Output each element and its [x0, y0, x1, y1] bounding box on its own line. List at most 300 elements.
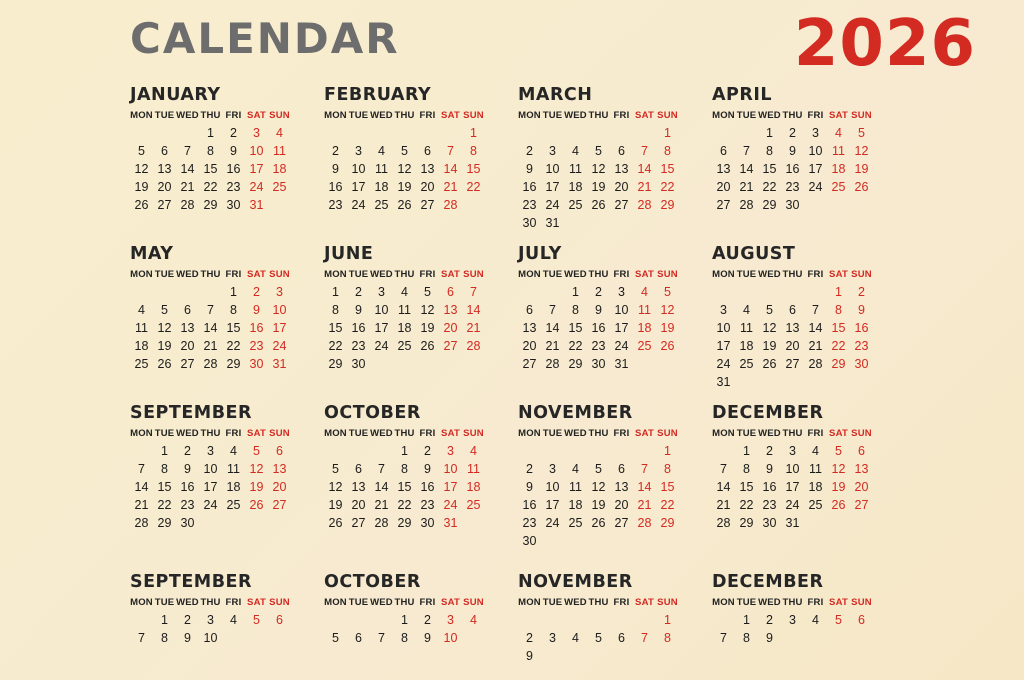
day-cell[interactable]: 7	[378, 630, 385, 645]
day-cell[interactable]: 14	[545, 320, 560, 335]
day-cell[interactable]: 30	[762, 515, 777, 530]
day-cell[interactable]: 31	[785, 515, 800, 530]
day-cell[interactable]: 1	[230, 284, 237, 299]
day-cell[interactable]: 28	[637, 515, 652, 530]
day-cell[interactable]: 25	[568, 515, 583, 530]
day-cell[interactable]: 18	[272, 161, 287, 176]
day-cell[interactable]: 10	[374, 302, 389, 317]
day-cell[interactable]: 30	[522, 533, 537, 548]
day-cell[interactable]: 20	[420, 179, 435, 194]
day-cell[interactable]: 26	[249, 497, 264, 512]
day-cell[interactable]: 4	[812, 443, 819, 458]
day-cell[interactable]: 29	[762, 197, 777, 212]
day-cell[interactable]: 9	[766, 461, 773, 476]
day-cell[interactable]: 19	[397, 179, 412, 194]
day-cell[interactable]: 3	[207, 443, 214, 458]
day-cell[interactable]: 1	[161, 612, 168, 627]
day-cell[interactable]: 31	[443, 515, 458, 530]
day-cell[interactable]: 14	[203, 320, 218, 335]
day-cell[interactable]: 8	[401, 630, 408, 645]
day-cell[interactable]: 23	[226, 179, 241, 194]
day-cell[interactable]: 25	[808, 497, 823, 512]
day-cell[interactable]: 8	[572, 302, 579, 317]
day-cell[interactable]: 15	[397, 479, 412, 494]
day-cell[interactable]: 17	[203, 479, 218, 494]
day-cell[interactable]: 6	[526, 302, 533, 317]
day-cell[interactable]: 2	[766, 443, 773, 458]
day-cell[interactable]: 13	[351, 479, 366, 494]
day-cell[interactable]: 1	[572, 284, 579, 299]
day-cell[interactable]: 24	[545, 197, 560, 212]
day-cell[interactable]: 26	[591, 197, 606, 212]
day-cell[interactable]: 2	[526, 461, 533, 476]
day-cell[interactable]: 18	[831, 161, 846, 176]
day-cell[interactable]: 22	[831, 338, 846, 353]
day-cell[interactable]: 1	[835, 284, 842, 299]
day-cell[interactable]: 27	[785, 356, 800, 371]
day-cell[interactable]: 17	[716, 338, 731, 353]
day-cell[interactable]: 9	[332, 161, 339, 176]
day-cell[interactable]: 15	[660, 479, 675, 494]
day-cell[interactable]: 3	[812, 125, 819, 140]
day-cell[interactable]: 3	[720, 302, 727, 317]
day-cell[interactable]: 5	[424, 284, 431, 299]
day-cell[interactable]: 23	[854, 338, 869, 353]
day-cell[interactable]: 26	[134, 197, 149, 212]
day-cell[interactable]: 6	[618, 630, 625, 645]
day-cell[interactable]: 26	[420, 338, 435, 353]
day-cell[interactable]: 10	[716, 320, 731, 335]
day-cell[interactable]: 21	[637, 497, 652, 512]
day-cell[interactable]: 4	[470, 443, 477, 458]
day-cell[interactable]: 9	[355, 302, 362, 317]
day-cell[interactable]: 6	[355, 461, 362, 476]
day-cell[interactable]: 10	[443, 461, 458, 476]
day-cell[interactable]: 2	[332, 143, 339, 158]
day-cell[interactable]: 24	[785, 497, 800, 512]
day-cell[interactable]: 6	[424, 143, 431, 158]
day-cell[interactable]: 30	[785, 197, 800, 212]
day-cell[interactable]: 5	[835, 612, 842, 627]
day-cell[interactable]: 24	[614, 338, 629, 353]
day-cell[interactable]: 23	[180, 497, 195, 512]
day-cell[interactable]: 16	[854, 320, 869, 335]
day-cell[interactable]: 15	[831, 320, 846, 335]
day-cell[interactable]: 12	[854, 143, 869, 158]
day-cell[interactable]: 13	[522, 320, 537, 335]
day-cell[interactable]: 6	[184, 302, 191, 317]
day-cell[interactable]: 15	[203, 161, 218, 176]
day-cell[interactable]: 2	[424, 443, 431, 458]
day-cell[interactable]: 24	[203, 497, 218, 512]
day-cell[interactable]: 6	[858, 612, 865, 627]
day-cell[interactable]: 8	[332, 302, 339, 317]
day-cell[interactable]: 14	[134, 479, 149, 494]
day-cell[interactable]: 3	[447, 443, 454, 458]
day-cell[interactable]: 5	[161, 302, 168, 317]
day-cell[interactable]: 2	[424, 612, 431, 627]
day-cell[interactable]: 3	[207, 612, 214, 627]
day-cell[interactable]: 24	[716, 356, 731, 371]
day-cell[interactable]: 5	[595, 630, 602, 645]
day-cell[interactable]: 18	[134, 338, 149, 353]
day-cell[interactable]: 5	[835, 443, 842, 458]
day-cell[interactable]: 8	[161, 461, 168, 476]
day-cell[interactable]: 7	[720, 630, 727, 645]
day-cell[interactable]: 24	[545, 515, 560, 530]
day-cell[interactable]: 2	[355, 284, 362, 299]
day-cell[interactable]: 18	[466, 479, 481, 494]
day-cell[interactable]: 21	[443, 179, 458, 194]
day-cell[interactable]: 28	[180, 197, 195, 212]
day-cell[interactable]: 24	[374, 338, 389, 353]
day-cell[interactable]: 29	[660, 197, 675, 212]
day-cell[interactable]: 12	[249, 461, 264, 476]
day-cell[interactable]: 17	[808, 161, 823, 176]
day-cell[interactable]: 26	[397, 197, 412, 212]
day-cell[interactable]: 13	[854, 461, 869, 476]
day-cell[interactable]: 17	[785, 479, 800, 494]
day-cell[interactable]: 21	[637, 179, 652, 194]
day-cell[interactable]: 5	[595, 461, 602, 476]
day-cell[interactable]: 26	[831, 497, 846, 512]
day-cell[interactable]: 17	[545, 179, 560, 194]
day-cell[interactable]: 30	[420, 515, 435, 530]
day-cell[interactable]: 6	[276, 612, 283, 627]
day-cell[interactable]: 18	[397, 320, 412, 335]
day-cell[interactable]: 18	[568, 179, 583, 194]
day-cell[interactable]: 6	[858, 443, 865, 458]
day-cell[interactable]: 30	[591, 356, 606, 371]
day-cell[interactable]: 27	[351, 515, 366, 530]
day-cell[interactable]: 17	[443, 479, 458, 494]
day-cell[interactable]: 4	[835, 125, 842, 140]
day-cell[interactable]: 11	[569, 479, 582, 494]
day-cell[interactable]: 1	[470, 125, 477, 140]
day-cell[interactable]: 16	[762, 479, 777, 494]
day-cell[interactable]: 1	[664, 443, 671, 458]
day-cell[interactable]: 31	[249, 197, 264, 212]
day-cell[interactable]: 8	[766, 143, 773, 158]
day-cell[interactable]: 25	[272, 179, 287, 194]
day-cell[interactable]: 7	[549, 302, 556, 317]
day-cell[interactable]: 20	[443, 320, 458, 335]
day-cell[interactable]: 28	[374, 515, 389, 530]
day-cell[interactable]: 4	[572, 630, 579, 645]
day-cell[interactable]: 3	[355, 143, 362, 158]
day-cell[interactable]: 1	[664, 125, 671, 140]
day-cell[interactable]: 6	[618, 461, 625, 476]
day-cell[interactable]: 2	[184, 443, 191, 458]
day-cell[interactable]: 12	[591, 479, 606, 494]
day-cell[interactable]: 15	[157, 479, 172, 494]
day-cell[interactable]: 29	[831, 356, 846, 371]
day-cell[interactable]: 14	[716, 479, 731, 494]
day-cell[interactable]: 11	[398, 302, 411, 317]
day-cell[interactable]: 5	[138, 143, 145, 158]
day-cell[interactable]: 26	[328, 515, 343, 530]
day-cell[interactable]: 28	[466, 338, 481, 353]
day-cell[interactable]: 5	[766, 302, 773, 317]
day-cell[interactable]: 1	[743, 612, 750, 627]
day-cell[interactable]: 5	[858, 125, 865, 140]
day-cell[interactable]: 19	[591, 179, 606, 194]
day-cell[interactable]: 5	[332, 461, 339, 476]
day-cell[interactable]: 26	[762, 356, 777, 371]
day-cell[interactable]: 20	[272, 479, 287, 494]
day-cell[interactable]: 12	[831, 461, 846, 476]
day-cell[interactable]: 28	[134, 515, 149, 530]
day-cell[interactable]: 1	[332, 284, 339, 299]
day-cell[interactable]: 4	[572, 143, 579, 158]
day-cell[interactable]: 23	[328, 197, 343, 212]
day-cell[interactable]: 21	[180, 179, 195, 194]
day-cell[interactable]: 26	[157, 356, 172, 371]
day-cell[interactable]: 1	[161, 443, 168, 458]
day-cell[interactable]: 8	[743, 630, 750, 645]
day-cell[interactable]: 28	[808, 356, 823, 371]
day-cell[interactable]: 9	[858, 302, 865, 317]
day-cell[interactable]: 20	[157, 179, 172, 194]
day-cell[interactable]: 7	[138, 630, 145, 645]
day-cell[interactable]: 19	[157, 338, 172, 353]
day-cell[interactable]: 6	[447, 284, 454, 299]
day-cell[interactable]: 30	[249, 356, 264, 371]
day-cell[interactable]: 11	[832, 143, 845, 158]
day-cell[interactable]: 17	[545, 497, 560, 512]
day-cell[interactable]: 29	[660, 515, 675, 530]
day-cell[interactable]: 24	[249, 179, 264, 194]
day-cell[interactable]: 7	[641, 143, 648, 158]
day-cell[interactable]: 10	[351, 161, 366, 176]
day-cell[interactable]: 28	[739, 197, 754, 212]
day-cell[interactable]: 1	[401, 443, 408, 458]
day-cell[interactable]: 21	[203, 338, 218, 353]
day-cell[interactable]: 20	[716, 179, 731, 194]
day-cell[interactable]: 2	[789, 125, 796, 140]
day-cell[interactable]: 28	[203, 356, 218, 371]
day-cell[interactable]: 9	[184, 461, 191, 476]
day-cell[interactable]: 1	[401, 612, 408, 627]
day-cell[interactable]: 29	[397, 515, 412, 530]
day-cell[interactable]: 6	[618, 143, 625, 158]
day-cell[interactable]: 25	[134, 356, 149, 371]
day-cell[interactable]: 14	[637, 161, 652, 176]
day-cell[interactable]: 31	[545, 215, 560, 230]
day-cell[interactable]: 14	[739, 161, 754, 176]
day-cell[interactable]: 15	[568, 320, 583, 335]
day-cell[interactable]: 12	[397, 161, 412, 176]
day-cell[interactable]: 16	[351, 320, 366, 335]
day-cell[interactable]: 4	[378, 143, 385, 158]
day-cell[interactable]: 21	[374, 497, 389, 512]
day-cell[interactable]: 8	[470, 143, 477, 158]
day-cell[interactable]: 8	[664, 630, 671, 645]
day-cell[interactable]: 16	[522, 497, 537, 512]
day-cell[interactable]: 2	[253, 284, 260, 299]
day-cell[interactable]: 26	[660, 338, 675, 353]
day-cell[interactable]: 22	[660, 179, 675, 194]
day-cell[interactable]: 3	[253, 125, 260, 140]
day-cell[interactable]: 11	[638, 302, 651, 317]
day-cell[interactable]: 14	[374, 479, 389, 494]
day-cell[interactable]: 16	[420, 479, 435, 494]
day-cell[interactable]: 16	[522, 179, 537, 194]
day-cell[interactable]: 20	[785, 338, 800, 353]
day-cell[interactable]: 21	[739, 179, 754, 194]
day-cell[interactable]: 4	[230, 443, 237, 458]
day-cell[interactable]: 5	[332, 630, 339, 645]
day-cell[interactable]: 10	[203, 461, 218, 476]
day-cell[interactable]: 22	[762, 179, 777, 194]
day-cell[interactable]: 30	[351, 356, 366, 371]
day-cell[interactable]: 9	[789, 143, 796, 158]
day-cell[interactable]: 25	[466, 497, 481, 512]
day-cell[interactable]: 22	[157, 497, 172, 512]
day-cell[interactable]: 22	[397, 497, 412, 512]
day-cell[interactable]: 6	[161, 143, 168, 158]
day-cell[interactable]: 21	[808, 338, 823, 353]
day-cell[interactable]: 27	[180, 356, 195, 371]
day-cell[interactable]: 12	[591, 161, 606, 176]
day-cell[interactable]: 10	[272, 302, 287, 317]
day-cell[interactable]: 31	[716, 374, 731, 389]
day-cell[interactable]: 11	[467, 461, 480, 476]
day-cell[interactable]: 24	[272, 338, 287, 353]
day-cell[interactable]: 23	[522, 197, 537, 212]
day-cell[interactable]: 29	[203, 197, 218, 212]
day-cell[interactable]: 8	[664, 143, 671, 158]
day-cell[interactable]: 7	[720, 461, 727, 476]
day-cell[interactable]: 7	[743, 143, 750, 158]
day-cell[interactable]: 8	[161, 630, 168, 645]
day-cell[interactable]: 13	[157, 161, 172, 176]
day-cell[interactable]: 13	[785, 320, 800, 335]
day-cell[interactable]: 29	[328, 356, 343, 371]
day-cell[interactable]: 22	[328, 338, 343, 353]
day-cell[interactable]: 30	[180, 515, 195, 530]
day-cell[interactable]: 12	[328, 479, 343, 494]
day-cell[interactable]: 29	[226, 356, 241, 371]
day-cell[interactable]: 20	[351, 497, 366, 512]
day-cell[interactable]: 3	[276, 284, 283, 299]
day-cell[interactable]: 20	[614, 497, 629, 512]
day-cell[interactable]: 4	[276, 125, 283, 140]
day-cell[interactable]: 3	[447, 612, 454, 627]
day-cell[interactable]: 21	[545, 338, 560, 353]
day-cell[interactable]: 13	[180, 320, 195, 335]
day-cell[interactable]: 16	[249, 320, 264, 335]
day-cell[interactable]: 19	[134, 179, 149, 194]
day-cell[interactable]: 4	[641, 284, 648, 299]
day-cell[interactable]: 3	[789, 612, 796, 627]
day-cell[interactable]: 10	[785, 461, 800, 476]
day-cell[interactable]: 3	[549, 143, 556, 158]
day-cell[interactable]: 25	[374, 197, 389, 212]
day-cell[interactable]: 18	[374, 179, 389, 194]
day-cell[interactable]: 3	[549, 630, 556, 645]
day-cell[interactable]: 6	[276, 443, 283, 458]
day-cell[interactable]: 9	[526, 648, 533, 663]
day-cell[interactable]: 22	[466, 179, 481, 194]
day-cell[interactable]: 12	[762, 320, 777, 335]
day-cell[interactable]: 11	[569, 161, 582, 176]
day-cell[interactable]: 10	[614, 302, 629, 317]
day-cell[interactable]: 29	[157, 515, 172, 530]
day-cell[interactable]: 2	[526, 143, 533, 158]
day-cell[interactable]: 7	[641, 630, 648, 645]
day-cell[interactable]: 22	[226, 338, 241, 353]
day-cell[interactable]: 23	[249, 338, 264, 353]
day-cell[interactable]: 15	[226, 320, 241, 335]
day-cell[interactable]: 23	[522, 515, 537, 530]
day-cell[interactable]: 24	[443, 497, 458, 512]
day-cell[interactable]: 19	[420, 320, 435, 335]
day-cell[interactable]: 7	[447, 143, 454, 158]
day-cell[interactable]: 27	[272, 497, 287, 512]
day-cell[interactable]: 1	[766, 125, 773, 140]
day-cell[interactable]: 16	[226, 161, 241, 176]
day-cell[interactable]: 8	[835, 302, 842, 317]
day-cell[interactable]: 26	[591, 515, 606, 530]
day-cell[interactable]: 2	[184, 612, 191, 627]
day-cell[interactable]: 21	[466, 320, 481, 335]
day-cell[interactable]: 25	[739, 356, 754, 371]
day-cell[interactable]: 29	[568, 356, 583, 371]
day-cell[interactable]: 13	[272, 461, 287, 476]
day-cell[interactable]: 18	[739, 338, 754, 353]
day-cell[interactable]: 4	[812, 612, 819, 627]
day-cell[interactable]: 14	[443, 161, 458, 176]
day-cell[interactable]: 5	[401, 143, 408, 158]
day-cell[interactable]: 13	[716, 161, 731, 176]
day-cell[interactable]: 20	[614, 179, 629, 194]
day-cell[interactable]: 3	[789, 443, 796, 458]
day-cell[interactable]: 7	[184, 143, 191, 158]
day-cell[interactable]: 10	[545, 161, 560, 176]
day-cell[interactable]: 31	[272, 356, 287, 371]
day-cell[interactable]: 7	[812, 302, 819, 317]
day-cell[interactable]: 11	[135, 320, 148, 335]
day-cell[interactable]: 9	[184, 630, 191, 645]
day-cell[interactable]: 11	[227, 461, 240, 476]
day-cell[interactable]: 12	[420, 302, 435, 317]
day-cell[interactable]: 10	[808, 143, 823, 158]
day-cell[interactable]: 5	[664, 284, 671, 299]
day-cell[interactable]: 19	[831, 479, 846, 494]
day-cell[interactable]: 10	[249, 143, 264, 158]
day-cell[interactable]: 26	[854, 179, 869, 194]
day-cell[interactable]: 16	[328, 179, 343, 194]
day-cell[interactable]: 12	[157, 320, 172, 335]
day-cell[interactable]: 2	[526, 630, 533, 645]
day-cell[interactable]: 25	[831, 179, 846, 194]
day-cell[interactable]: 6	[789, 302, 796, 317]
day-cell[interactable]: 14	[466, 302, 481, 317]
day-cell[interactable]: 11	[273, 143, 286, 158]
day-cell[interactable]: 27	[854, 497, 869, 512]
day-cell[interactable]: 16	[785, 161, 800, 176]
day-cell[interactable]: 9	[253, 302, 260, 317]
day-cell[interactable]: 2	[230, 125, 237, 140]
day-cell[interactable]: 10	[443, 630, 458, 645]
day-cell[interactable]: 29	[739, 515, 754, 530]
day-cell[interactable]: 23	[351, 338, 366, 353]
day-cell[interactable]: 20	[854, 479, 869, 494]
day-cell[interactable]: 18	[568, 497, 583, 512]
day-cell[interactable]: 9	[526, 479, 533, 494]
day-cell[interactable]: 7	[470, 284, 477, 299]
